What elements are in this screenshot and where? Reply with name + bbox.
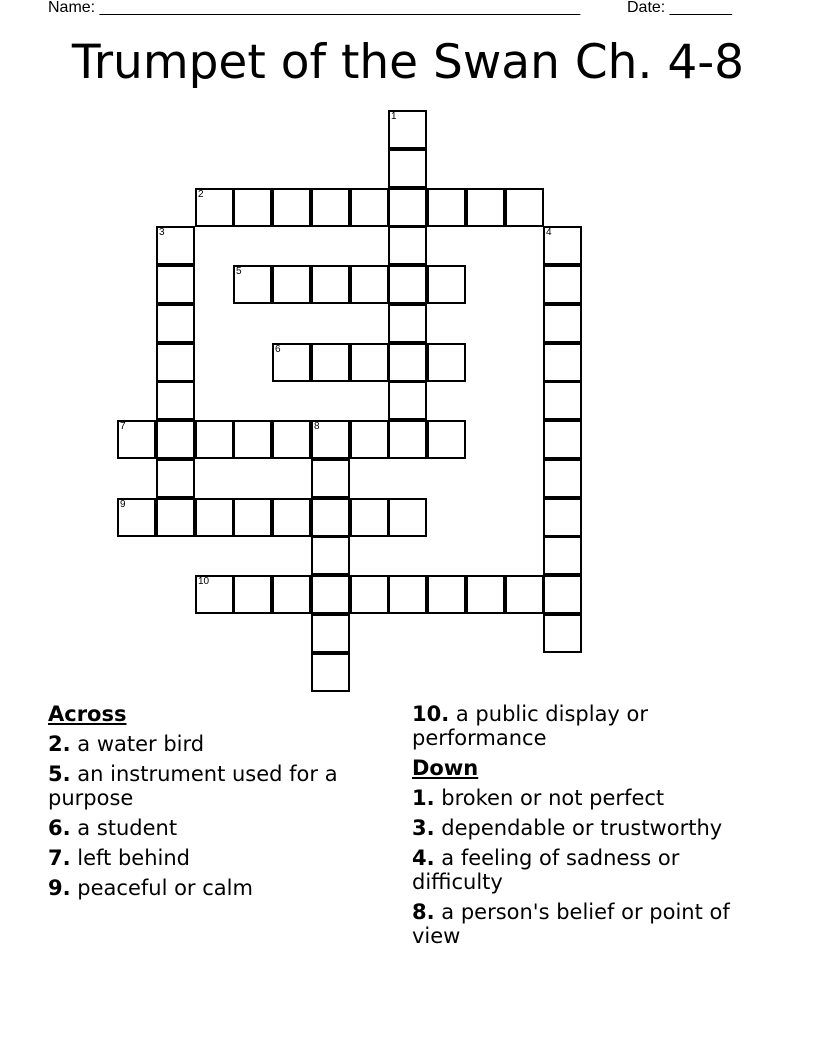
- grid-cell[interactable]: [272, 265, 311, 304]
- grid-cell[interactable]: [388, 149, 427, 188]
- grid-cell[interactable]: [311, 188, 350, 227]
- grid-cell[interactable]: [427, 188, 466, 227]
- grid-cell[interactable]: [195, 498, 234, 537]
- grid-cell[interactable]: [195, 575, 234, 614]
- grid-cell[interactable]: [543, 498, 582, 537]
- grid-cell[interactable]: [388, 498, 427, 537]
- clues-right-column: [412, 702, 752, 954]
- grid-cell[interactable]: [272, 343, 311, 382]
- grid-cell[interactable]: [505, 575, 544, 614]
- cell-number: 6: [275, 344, 281, 355]
- grid-cell[interactable]: [311, 653, 350, 692]
- clue-number: 5.: [48, 762, 71, 786]
- page-title: Trumpet of the Swan Ch. 4-8: [71, 35, 745, 90]
- grid-cell[interactable]: [543, 226, 582, 265]
- grid-cell[interactable]: [427, 575, 466, 614]
- clue-text: a water bird: [77, 732, 205, 756]
- grid-cell[interactable]: [427, 265, 466, 304]
- grid-cell[interactable]: [117, 498, 156, 537]
- grid-cell[interactable]: [156, 265, 195, 304]
- grid-cell[interactable]: [156, 304, 195, 343]
- grid-cell[interactable]: [311, 420, 350, 459]
- name-line[interactable]: Name: ______________________________________________________: [48, 0, 581, 16]
- grid-cell[interactable]: [388, 420, 427, 459]
- cell-number: 9: [120, 499, 126, 510]
- grid-cell[interactable]: [350, 188, 389, 227]
- grid-cell[interactable]: [505, 188, 544, 227]
- grid-cell[interactable]: [156, 226, 195, 265]
- clue-number: 10.: [412, 702, 450, 726]
- clue-text: left behind: [77, 846, 191, 870]
- grid-cell[interactable]: [350, 420, 389, 459]
- grid-cell[interactable]: [156, 420, 195, 459]
- grid-cell[interactable]: [427, 420, 466, 459]
- across-clue: [48, 762, 378, 810]
- clue-number: 4.: [412, 846, 435, 870]
- across-heading: Across: [48, 702, 127, 726]
- clue-text: dependable or trustworthy: [441, 816, 723, 840]
- clue-number: 6.: [48, 816, 71, 840]
- cell-number: 2: [198, 189, 204, 200]
- across-clue: [48, 846, 378, 870]
- grid-cell[interactable]: [233, 498, 272, 537]
- grid-cell[interactable]: [233, 188, 272, 227]
- cell-number: 4: [546, 227, 552, 238]
- cell-number: 10: [198, 576, 210, 587]
- clue-number: 3.: [412, 816, 435, 840]
- clue-text: peaceful or calm: [77, 876, 253, 900]
- across-clue: [412, 702, 752, 750]
- grid-cell[interactable]: [311, 614, 350, 653]
- clue-number: 9.: [48, 876, 71, 900]
- down-clue: [412, 816, 752, 840]
- grid-cell[interactable]: [388, 575, 427, 614]
- grid-cell[interactable]: [156, 459, 195, 498]
- clues-left-column: [48, 702, 378, 906]
- grid-cell[interactable]: [543, 343, 582, 382]
- grid-cell[interactable]: [543, 420, 582, 459]
- across-clue: [48, 876, 378, 900]
- grid-cell[interactable]: [543, 265, 582, 304]
- grid-cell[interactable]: [388, 343, 427, 382]
- grid-cell[interactable]: [272, 420, 311, 459]
- clue-number: 2.: [48, 732, 71, 756]
- grid-cell[interactable]: [350, 498, 389, 537]
- grid-cell[interactable]: [350, 265, 389, 304]
- down-clue: [412, 786, 752, 810]
- clue-text: an instrument used for a purpose: [48, 762, 338, 810]
- grid-cell[interactable]: [543, 614, 582, 653]
- cell-number: 3: [159, 227, 165, 238]
- grid-cell[interactable]: [388, 226, 427, 265]
- cell-number: 7: [120, 421, 126, 432]
- grid-cell[interactable]: [311, 265, 350, 304]
- date-line[interactable]: Date: _______: [627, 0, 732, 16]
- clue-text: a public display or performance: [412, 702, 649, 750]
- grid-cell[interactable]: [311, 459, 350, 498]
- grid-cell[interactable]: [543, 381, 582, 420]
- grid-cell[interactable]: [543, 575, 582, 614]
- grid-cell[interactable]: [466, 188, 505, 227]
- clue-text: a student: [77, 816, 178, 840]
- grid-cell[interactable]: [427, 343, 466, 382]
- grid-cell[interactable]: [311, 575, 350, 614]
- clue-text: broken or not perfect: [441, 786, 665, 810]
- grid-cell[interactable]: [156, 498, 195, 537]
- clue-text: a person's belief or point of view: [412, 900, 730, 948]
- grid-cell[interactable]: [350, 575, 389, 614]
- grid-cell[interactable]: [117, 420, 156, 459]
- grid-cell[interactable]: [156, 343, 195, 382]
- grid-cell[interactable]: [388, 110, 427, 149]
- grid-cell[interactable]: [388, 381, 427, 420]
- grid-cell[interactable]: [311, 498, 350, 537]
- grid-cell[interactable]: [233, 265, 272, 304]
- across-clue: [48, 732, 378, 756]
- clue-text: a feeling of sadness or difficulty: [412, 846, 680, 894]
- cell-number: 1: [391, 111, 397, 122]
- grid-cell[interactable]: [272, 188, 311, 227]
- grid-cell[interactable]: [195, 188, 234, 227]
- grid-cell[interactable]: [388, 304, 427, 343]
- grid-cell[interactable]: [543, 459, 582, 498]
- grid-cell[interactable]: [156, 381, 195, 420]
- grid-cell[interactable]: [311, 536, 350, 575]
- down-heading: Down: [412, 756, 479, 780]
- grid-cell[interactable]: [233, 420, 272, 459]
- across-clue: [48, 816, 378, 840]
- cell-number: 8: [314, 421, 320, 432]
- grid-cell[interactable]: [272, 498, 311, 537]
- grid-cell[interactable]: [388, 188, 427, 227]
- clue-number: 1.: [412, 786, 435, 810]
- grid-cell[interactable]: [311, 343, 350, 382]
- grid-cell[interactable]: [543, 536, 582, 575]
- grid-cell[interactable]: [388, 265, 427, 304]
- grid-cell[interactable]: [233, 575, 272, 614]
- down-clue: [412, 846, 752, 894]
- grid-cell[interactable]: [543, 304, 582, 343]
- grid-cell[interactable]: [466, 575, 505, 614]
- grid-cell[interactable]: [350, 343, 389, 382]
- cell-number: 5: [236, 266, 242, 277]
- clue-number: 7.: [48, 846, 71, 870]
- down-clue: [412, 900, 752, 948]
- clue-number: 8.: [412, 900, 435, 924]
- grid-cell[interactable]: [272, 575, 311, 614]
- grid-cell[interactable]: [195, 420, 234, 459]
